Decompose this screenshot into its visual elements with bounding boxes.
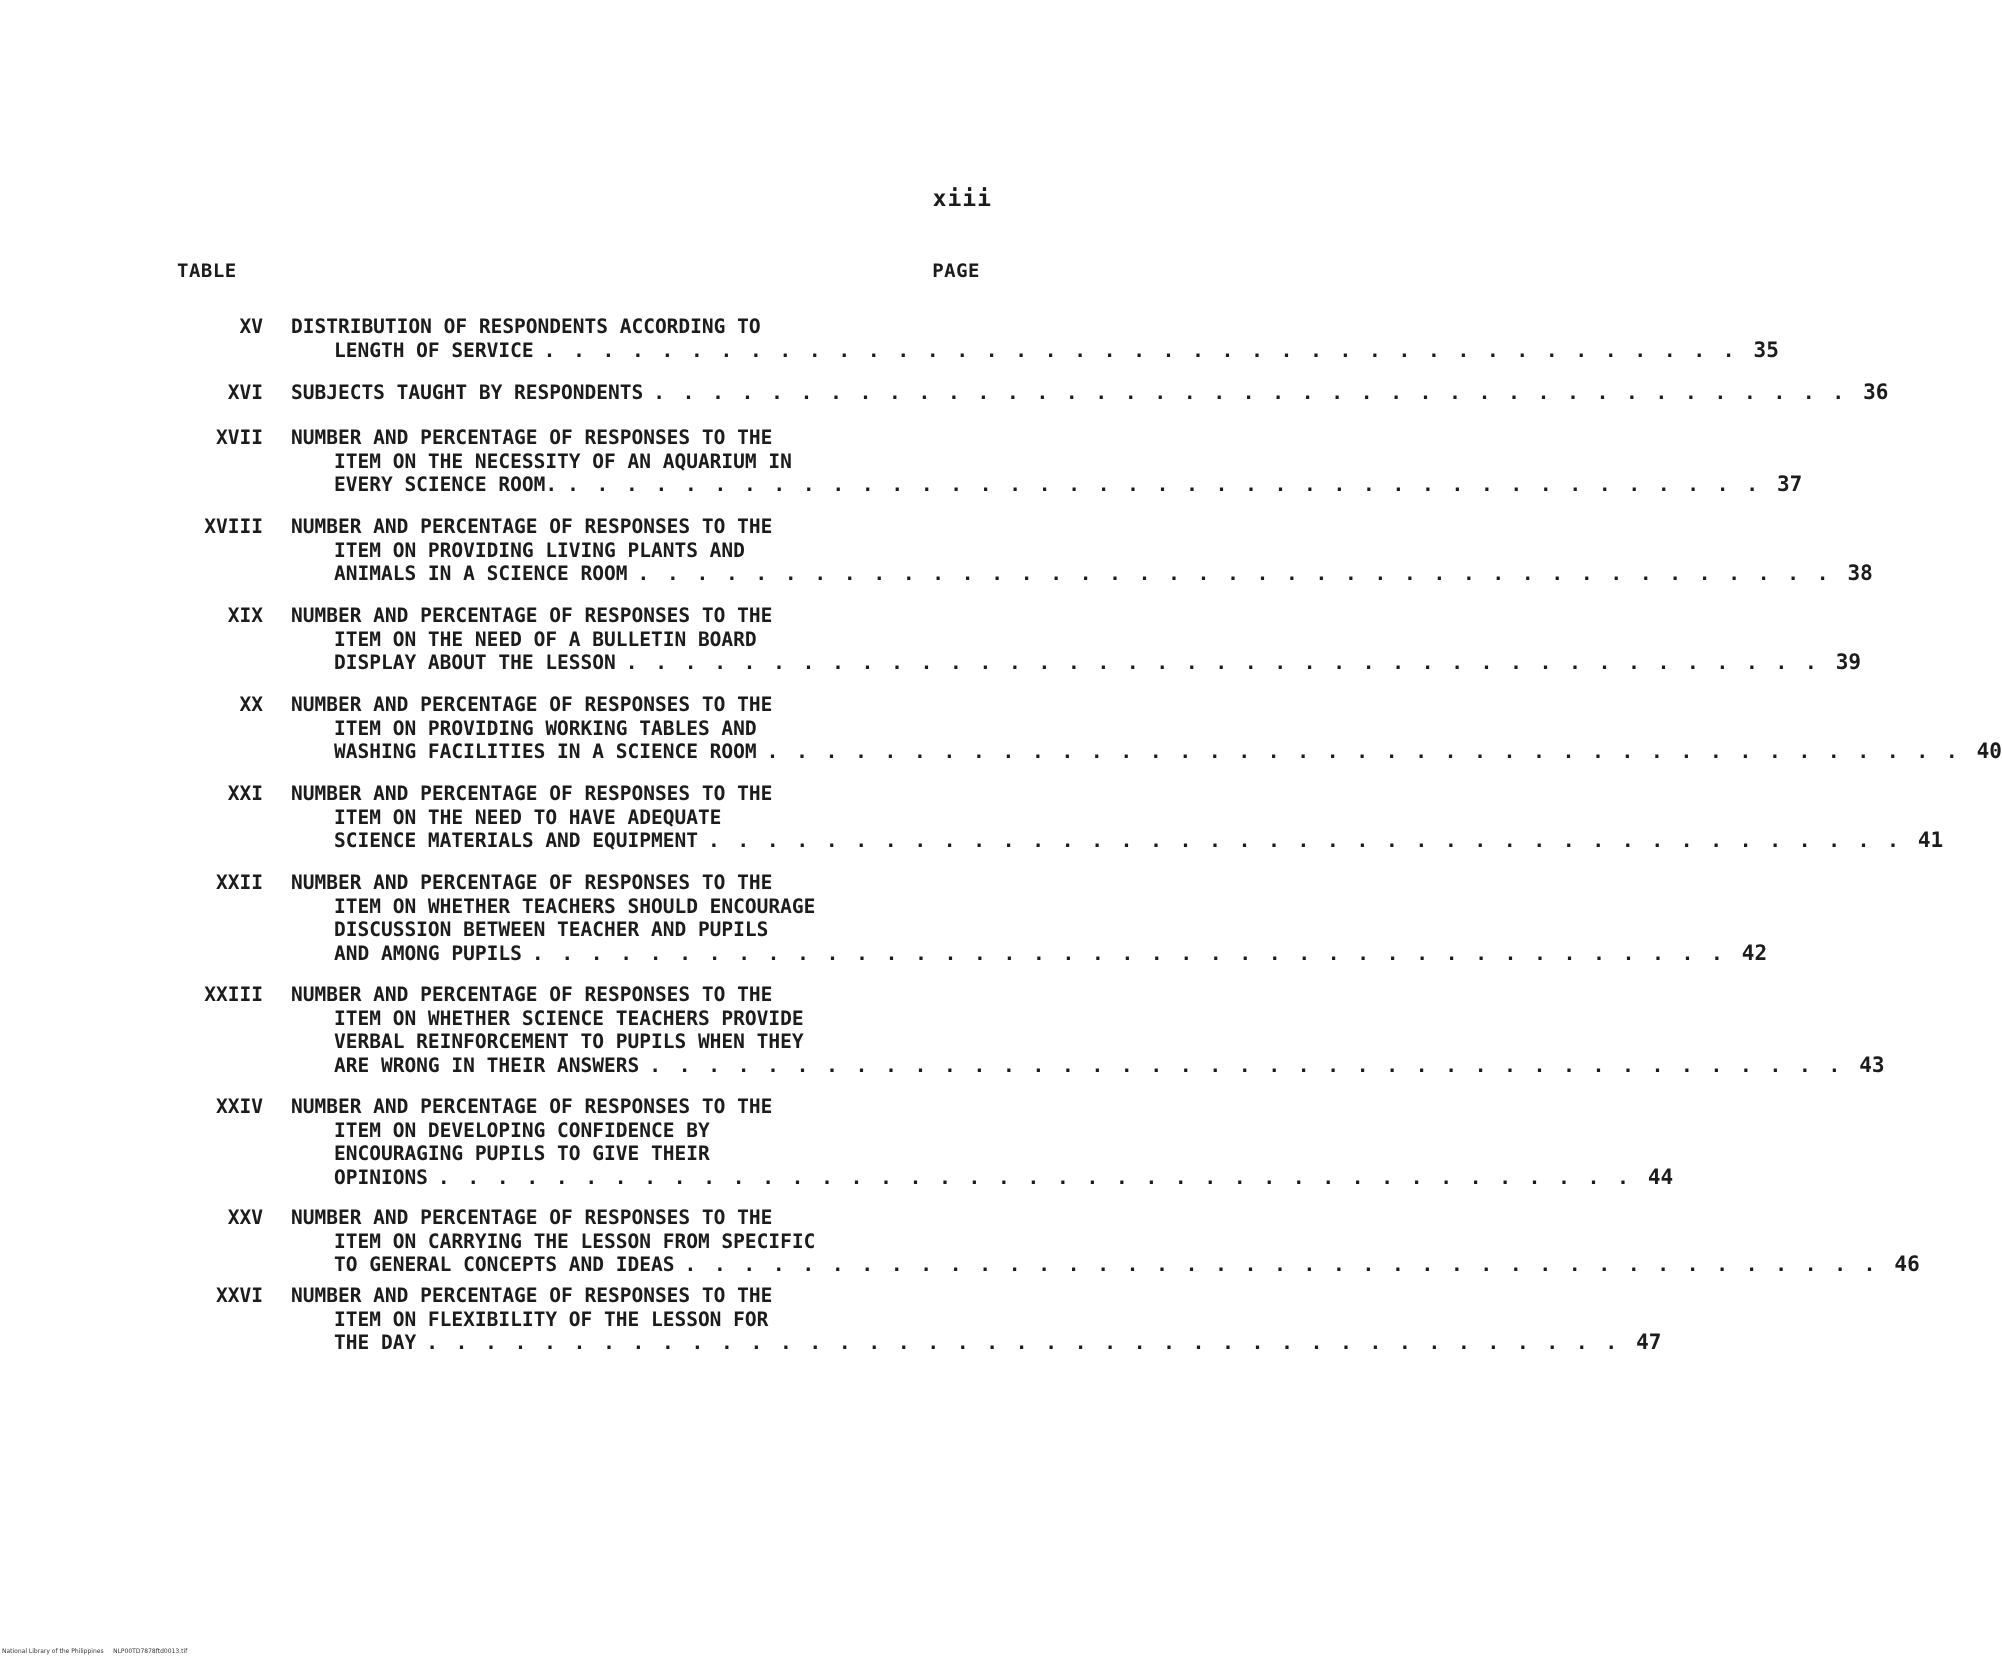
entry-page-number: 43 <box>1859 1052 1885 1077</box>
entry-title-line: DISTRIBUTION OF RESPONDENTS ACCORDING TO <box>291 315 761 338</box>
entry-title-last-line <box>160 1330 1662 1355</box>
table-numeral: XIX <box>227 604 263 627</box>
entry-title-line: NUMBER AND PERCENTAGE OF RESPONSES TO THE <box>291 1284 773 1307</box>
footer-source-note: National Library of the Philippines NLP00TD7878ftd0013.tif <box>2 1648 188 1655</box>
toc-entry <box>160 380 1889 405</box>
entry-title-last-line <box>160 828 1944 853</box>
entry-title-text: EVERY SCIENCE ROOM. <box>334 473 558 496</box>
entry-title-line: NUMBER AND PERCENTAGE OF RESPONSES TO THE <box>291 693 773 716</box>
entry-title-text: SUBJECTS TAUGHT BY RESPONDENTS <box>291 381 644 404</box>
dot-leader: . . . . . . . . . . . . . . . . . . . . . . . . . . . . . . . . . . . . . . . . . <box>437 1165 1632 1189</box>
entry-page-number: 39 <box>1835 650 1862 674</box>
entry-title-text: LENGTH OF SERVICE <box>334 338 534 362</box>
entry-page-number: 35 <box>1753 337 1779 362</box>
dot-leader: . . . . . . . . . . . . . . . . . . . . . . . . . . . . . . . . . . . . . . . . . <box>649 1053 1844 1077</box>
entry-title-last-line <box>160 650 1862 675</box>
entry-page-number: 42 <box>1741 940 1768 965</box>
toc-entry <box>160 693 2002 764</box>
entry-title-line: VERBAL REINFORCEMENT TO PUPILS WHEN THEY <box>334 1030 804 1053</box>
table-numeral: XXIII <box>204 983 263 1006</box>
table-column-header: TABLE <box>177 260 237 282</box>
dot-leader: . . . . . . . . . . . . . . . . . . . . . . . . . . . . . . . . . . . . . . . . . <box>625 651 1820 674</box>
entry-title-line: NUMBER AND PERCENTAGE OF RESPONSES TO THE <box>291 515 773 538</box>
table-numeral: XXIV <box>216 1095 263 1118</box>
dot-leader: . . . . . . . . . . . . . . . . . . . . . . . . . . . . . . . . . . . . . . . . . <box>426 1331 1621 1354</box>
toc-entry <box>160 515 1873 586</box>
entry-title-text: DISPLAY ABOUT THE LESSON <box>334 651 616 674</box>
table-numeral: XVI <box>227 381 263 404</box>
dot-leader: . . . . . . . . . . . . . . . . . . . . . . . . . . . . . . . . . . . . . . . . . <box>684 1253 1879 1276</box>
entry-title-text: ARE WRONG IN THEIR ANSWERS <box>334 1053 640 1077</box>
toc-entry <box>160 983 1885 1077</box>
entry-title-line: ITEM ON THE NEED TO HAVE ADEQUATE <box>334 805 722 829</box>
entry-title-line: ITEM ON PROVIDING WORKING TABLES AND <box>334 716 757 740</box>
entry-title-line: NUMBER AND PERCENTAGE OF RESPONSES TO THE <box>291 426 773 449</box>
entry-title-line: NUMBER AND PERCENTAGE OF RESPONSES TO THE <box>291 1095 773 1118</box>
entry-title-last-line <box>160 337 1779 363</box>
entry-page-number: 40 <box>1976 739 2002 763</box>
entry-title-last-line <box>160 1164 1674 1190</box>
entry-title-line: ENCOURAGING PUPILS TO GIVE THEIR <box>334 1142 710 1165</box>
entry-title-text: WASHING FACILITIES IN A SCIENCE ROOM <box>334 740 757 763</box>
entry-title-line: ITEM ON WHETHER TEACHERS SHOULD ENCOURAGE <box>334 894 816 918</box>
table-numeral: XXI <box>227 782 263 805</box>
entry-title-line: DISCUSSION BETWEEN TEACHER AND PUPILS <box>334 918 769 941</box>
table-numeral: XXVI <box>216 1284 263 1307</box>
entry-page-number: 44 <box>1647 1164 1674 1189</box>
entry-title-last-line <box>160 472 1803 497</box>
entry-title-text: ANIMALS IN A SCIENCE ROOM <box>334 562 628 585</box>
table-numeral: XVII <box>216 426 263 449</box>
entry-title-line: ITEM ON CARRYING THE LESSON FROM SPECIFIC <box>334 1229 816 1253</box>
entry-title-line: NUMBER AND PERCENTAGE OF RESPONSES TO THE <box>291 983 773 1006</box>
entry-page-number: 37 <box>1777 472 1803 496</box>
entry-page-number: 38 <box>1847 561 1873 585</box>
entry-title-line: ITEM ON DEVELOPING CONFIDENCE BY <box>334 1118 710 1142</box>
entry-title-line: ITEM ON THE NEED OF A BULLETIN BOARD <box>334 627 757 651</box>
entry-page-number: 36 <box>1863 380 1889 404</box>
table-numeral: XXV <box>227 1206 263 1229</box>
toc-entry <box>160 871 1768 965</box>
dot-leader: . . . . . . . . . . . . . . . . . . . . . . . . . . . . . . . . . . . . . . . . . <box>766 740 1961 763</box>
toc-entry <box>160 315 1779 362</box>
entry-title-line: ITEM ON PROVIDING LIVING PLANTS AND <box>334 538 745 562</box>
entry-title-last-line <box>160 1252 1920 1277</box>
entry-title-line: NUMBER AND PERCENTAGE OF RESPONSES TO THE <box>291 871 773 894</box>
toc-entry <box>160 1206 1920 1277</box>
entry-title-text: OPINIONS <box>334 1165 428 1189</box>
toc-entry <box>160 1284 1662 1355</box>
entry-title-line: NUMBER AND PERCENTAGE OF RESPONSES TO THE <box>291 1206 773 1229</box>
dot-leader: . . . . . . . . . . . . . . . . . . . . . . . . . . . . . . . . . . . . . . . . . <box>567 473 1762 496</box>
toc-entry <box>160 1095 1674 1189</box>
table-numeral: XX <box>239 693 263 716</box>
entry-title-text: AND AMONG PUPILS <box>334 941 522 965</box>
entry-page-number: 46 <box>1894 1252 1920 1276</box>
toc-entry <box>160 782 1944 853</box>
dot-leader: . . . . . . . . . . . . . . . . . . . . . . . . . . . . . . . . . . . . . . . . . <box>543 338 1738 362</box>
entry-page-number: 41 <box>1917 828 1944 852</box>
entry-title-last-line <box>160 380 1889 405</box>
page-number: xiii <box>932 186 992 212</box>
entry-title-text: TO GENERAL CONCEPTS AND IDEAS <box>334 1253 675 1276</box>
table-numeral: XVIII <box>204 515 263 538</box>
entry-title-line: ITEM ON THE NECESSITY OF AN AQUARIUM IN <box>334 449 792 473</box>
dot-leader: . . . . . . . . . . . . . . . . . . . . . . . . . . . . . . . . . . . . . . . . . <box>637 562 1832 585</box>
dot-leader: . . . . . . . . . . . . . . . . . . . . . . . . . . . . . . . . . . . . . . . . . <box>653 381 1848 404</box>
page-column-header: PAGE <box>932 260 980 282</box>
entry-page-number: 47 <box>1636 1330 1662 1354</box>
table-numeral: XV <box>239 315 263 338</box>
entry-title-text: SCIENCE MATERIALS AND EQUIPMENT <box>334 829 698 852</box>
entry-title-line: ITEM ON FLEXIBILITY OF THE LESSON FOR <box>334 1307 769 1331</box>
entry-title-last-line <box>160 1052 1885 1078</box>
entry-title-last-line <box>160 940 1768 966</box>
entry-title-line: NUMBER AND PERCENTAGE OF RESPONSES TO THE <box>291 782 773 805</box>
entry-title-last-line <box>160 561 1873 586</box>
entry-title-text: THE DAY <box>334 1331 417 1354</box>
dot-leader: . . . . . . . . . . . . . . . . . . . . . . . . . . . . . . . . . . . . . . . . . <box>531 941 1726 965</box>
entry-title-last-line <box>160 739 2002 764</box>
entry-title-line: NUMBER AND PERCENTAGE OF RESPONSES TO THE <box>291 604 773 627</box>
dot-leader: . . . . . . . . . . . . . . . . . . . . . . . . . . . . . . . . . . . . . . . . . <box>707 829 1902 852</box>
table-numeral: XXII <box>216 871 263 894</box>
entry-title-line: ITEM ON WHETHER SCIENCE TEACHERS PROVIDE <box>334 1006 804 1030</box>
toc-entry <box>160 604 1862 675</box>
toc-entry <box>160 426 1803 497</box>
